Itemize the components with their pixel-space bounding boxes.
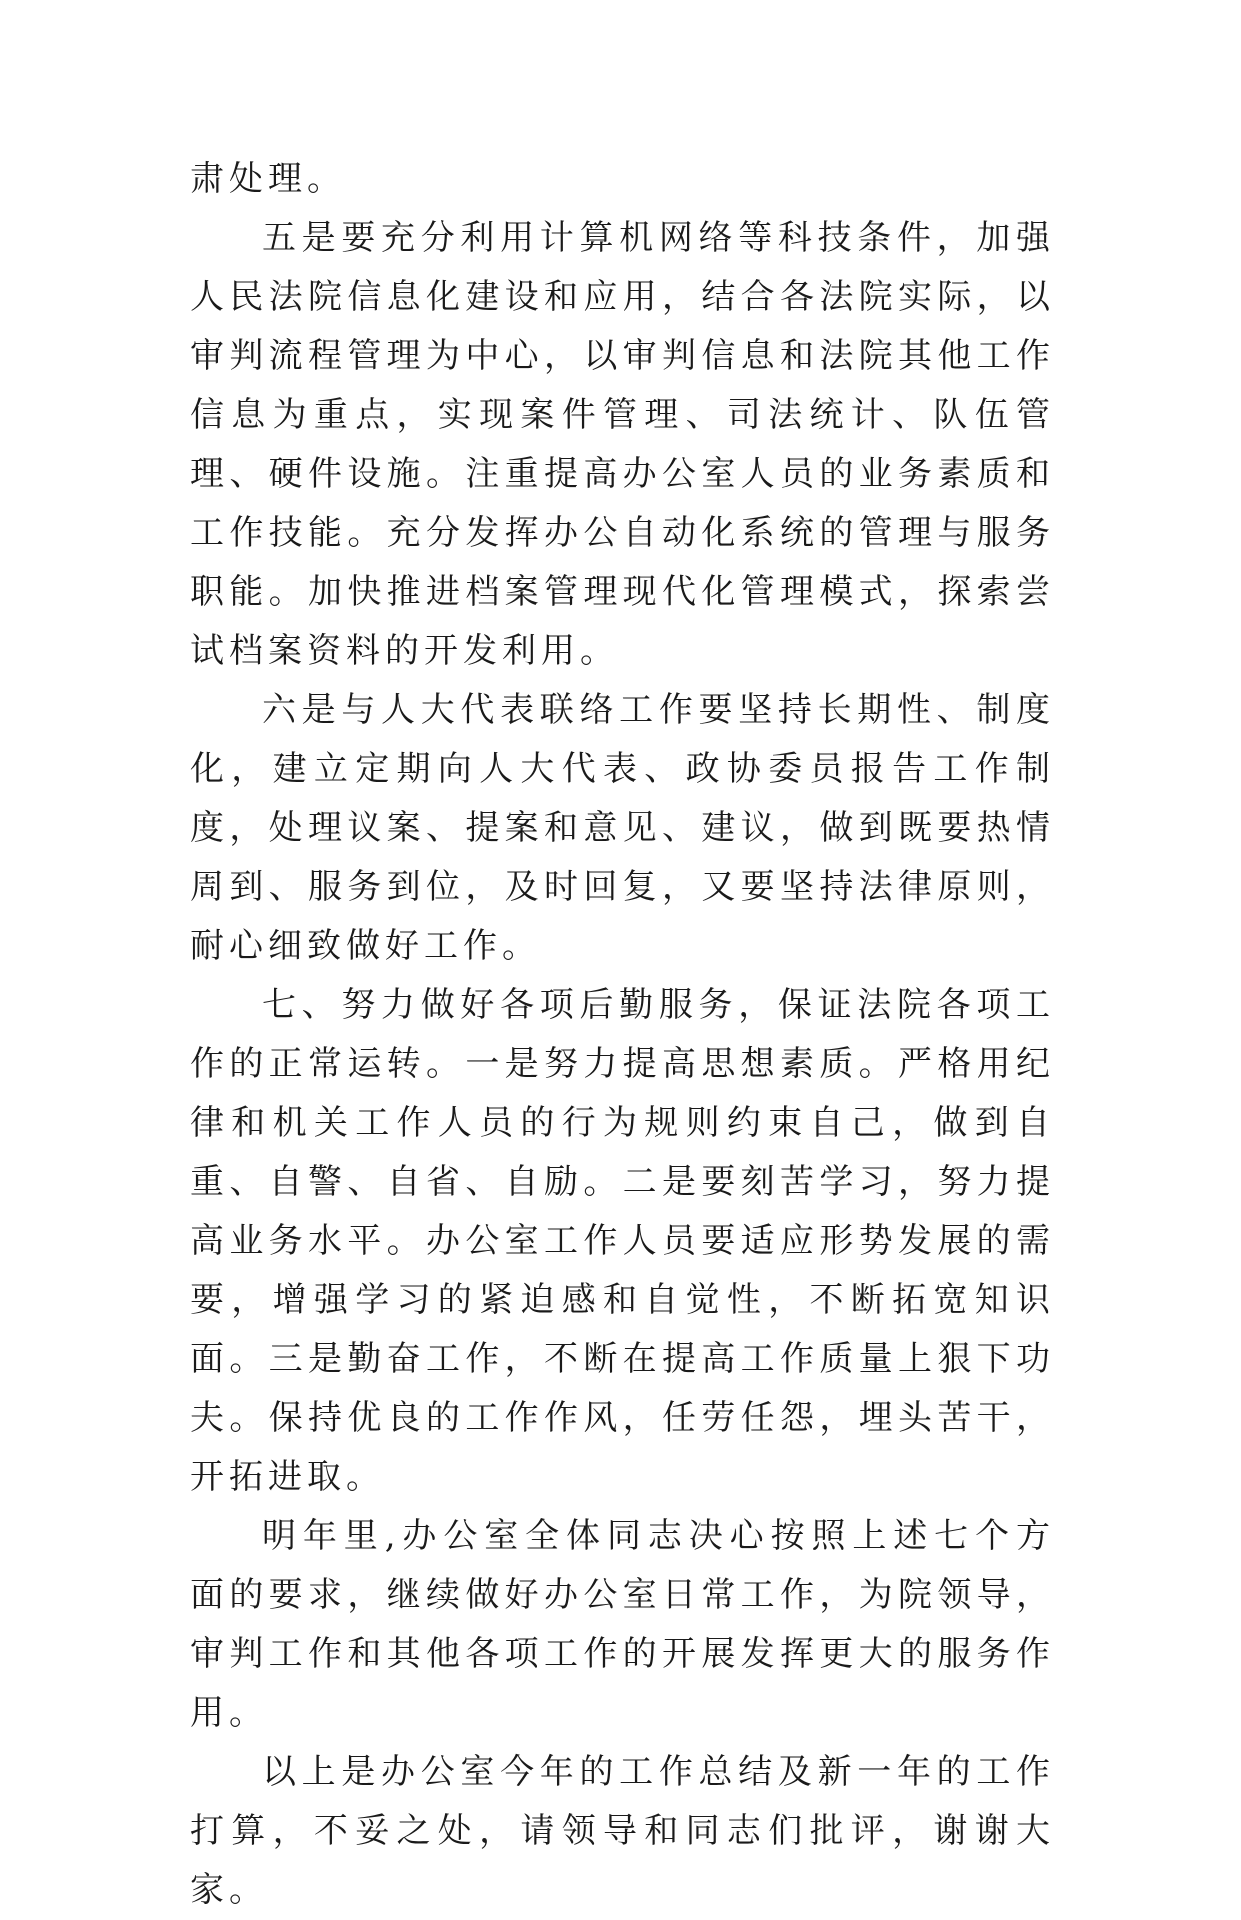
paragraph-item-7: 七、努力做好各项后勤服务，保证法院各项工作的正常运转。一是努力提高思想素质。严格用纪律和机关工作人员的行为规则约束自己，做到自重、自警、自省、自励。二是要刻苦学习，努力提高业务水平。办公室工作人员要适应形势发展的需要，增强学习的紧迫感和自觉性，不断拓宽知识面。三是勤奋工作，不断在提高工作质量上狠下功夫。保持优良的工作作风，任劳任怨，埋头苦干，开拓进取。 <box>190 985 1055 1497</box>
paragraph-item-6: 六是与人大代表联络工作要坚持长期性、制度化，建立定期向人大代表、政协委员报告工作制度，处理议案、提案和意见、建议，做到既要热情周到、服务到位，及时回复，又要坚持法律原则，耐心细致做好工作。 <box>190 690 1055 966</box>
paragraph-continuation: 肃处理。 <box>190 159 346 199</box>
paragraph-item-5: 五是要充分利用计算机网络等科技条件，加强人民法院信息化建设和应用，结合各法院实际，以审判流程管理为中心，以审判信息和法院其他工作信息为重点，实现案件管理、司法统计、队伍管理、硬件设施。注重提高办公室人员的业务素质和工作技能。充分发挥办公自动化系统的管理与服务职能。加快推进档案管理现代化管理模式，探索尝试档案资料的开发利用。 <box>190 218 1055 671</box>
document-body <box>190 150 1055 1920</box>
paragraph-next-year: 明年里,办公室全体同志决心按照上述七个方面的要求，继续做好办公室日常工作，为院领导，审判工作和其他各项工作的开展发挥更大的服务作用。 <box>190 1516 1055 1733</box>
paragraph-closing: 以上是办公室今年的工作总结及新一年的工作打算，不妥之处，请领导和同志们批评，谢谢大家。 <box>190 1752 1055 1910</box>
